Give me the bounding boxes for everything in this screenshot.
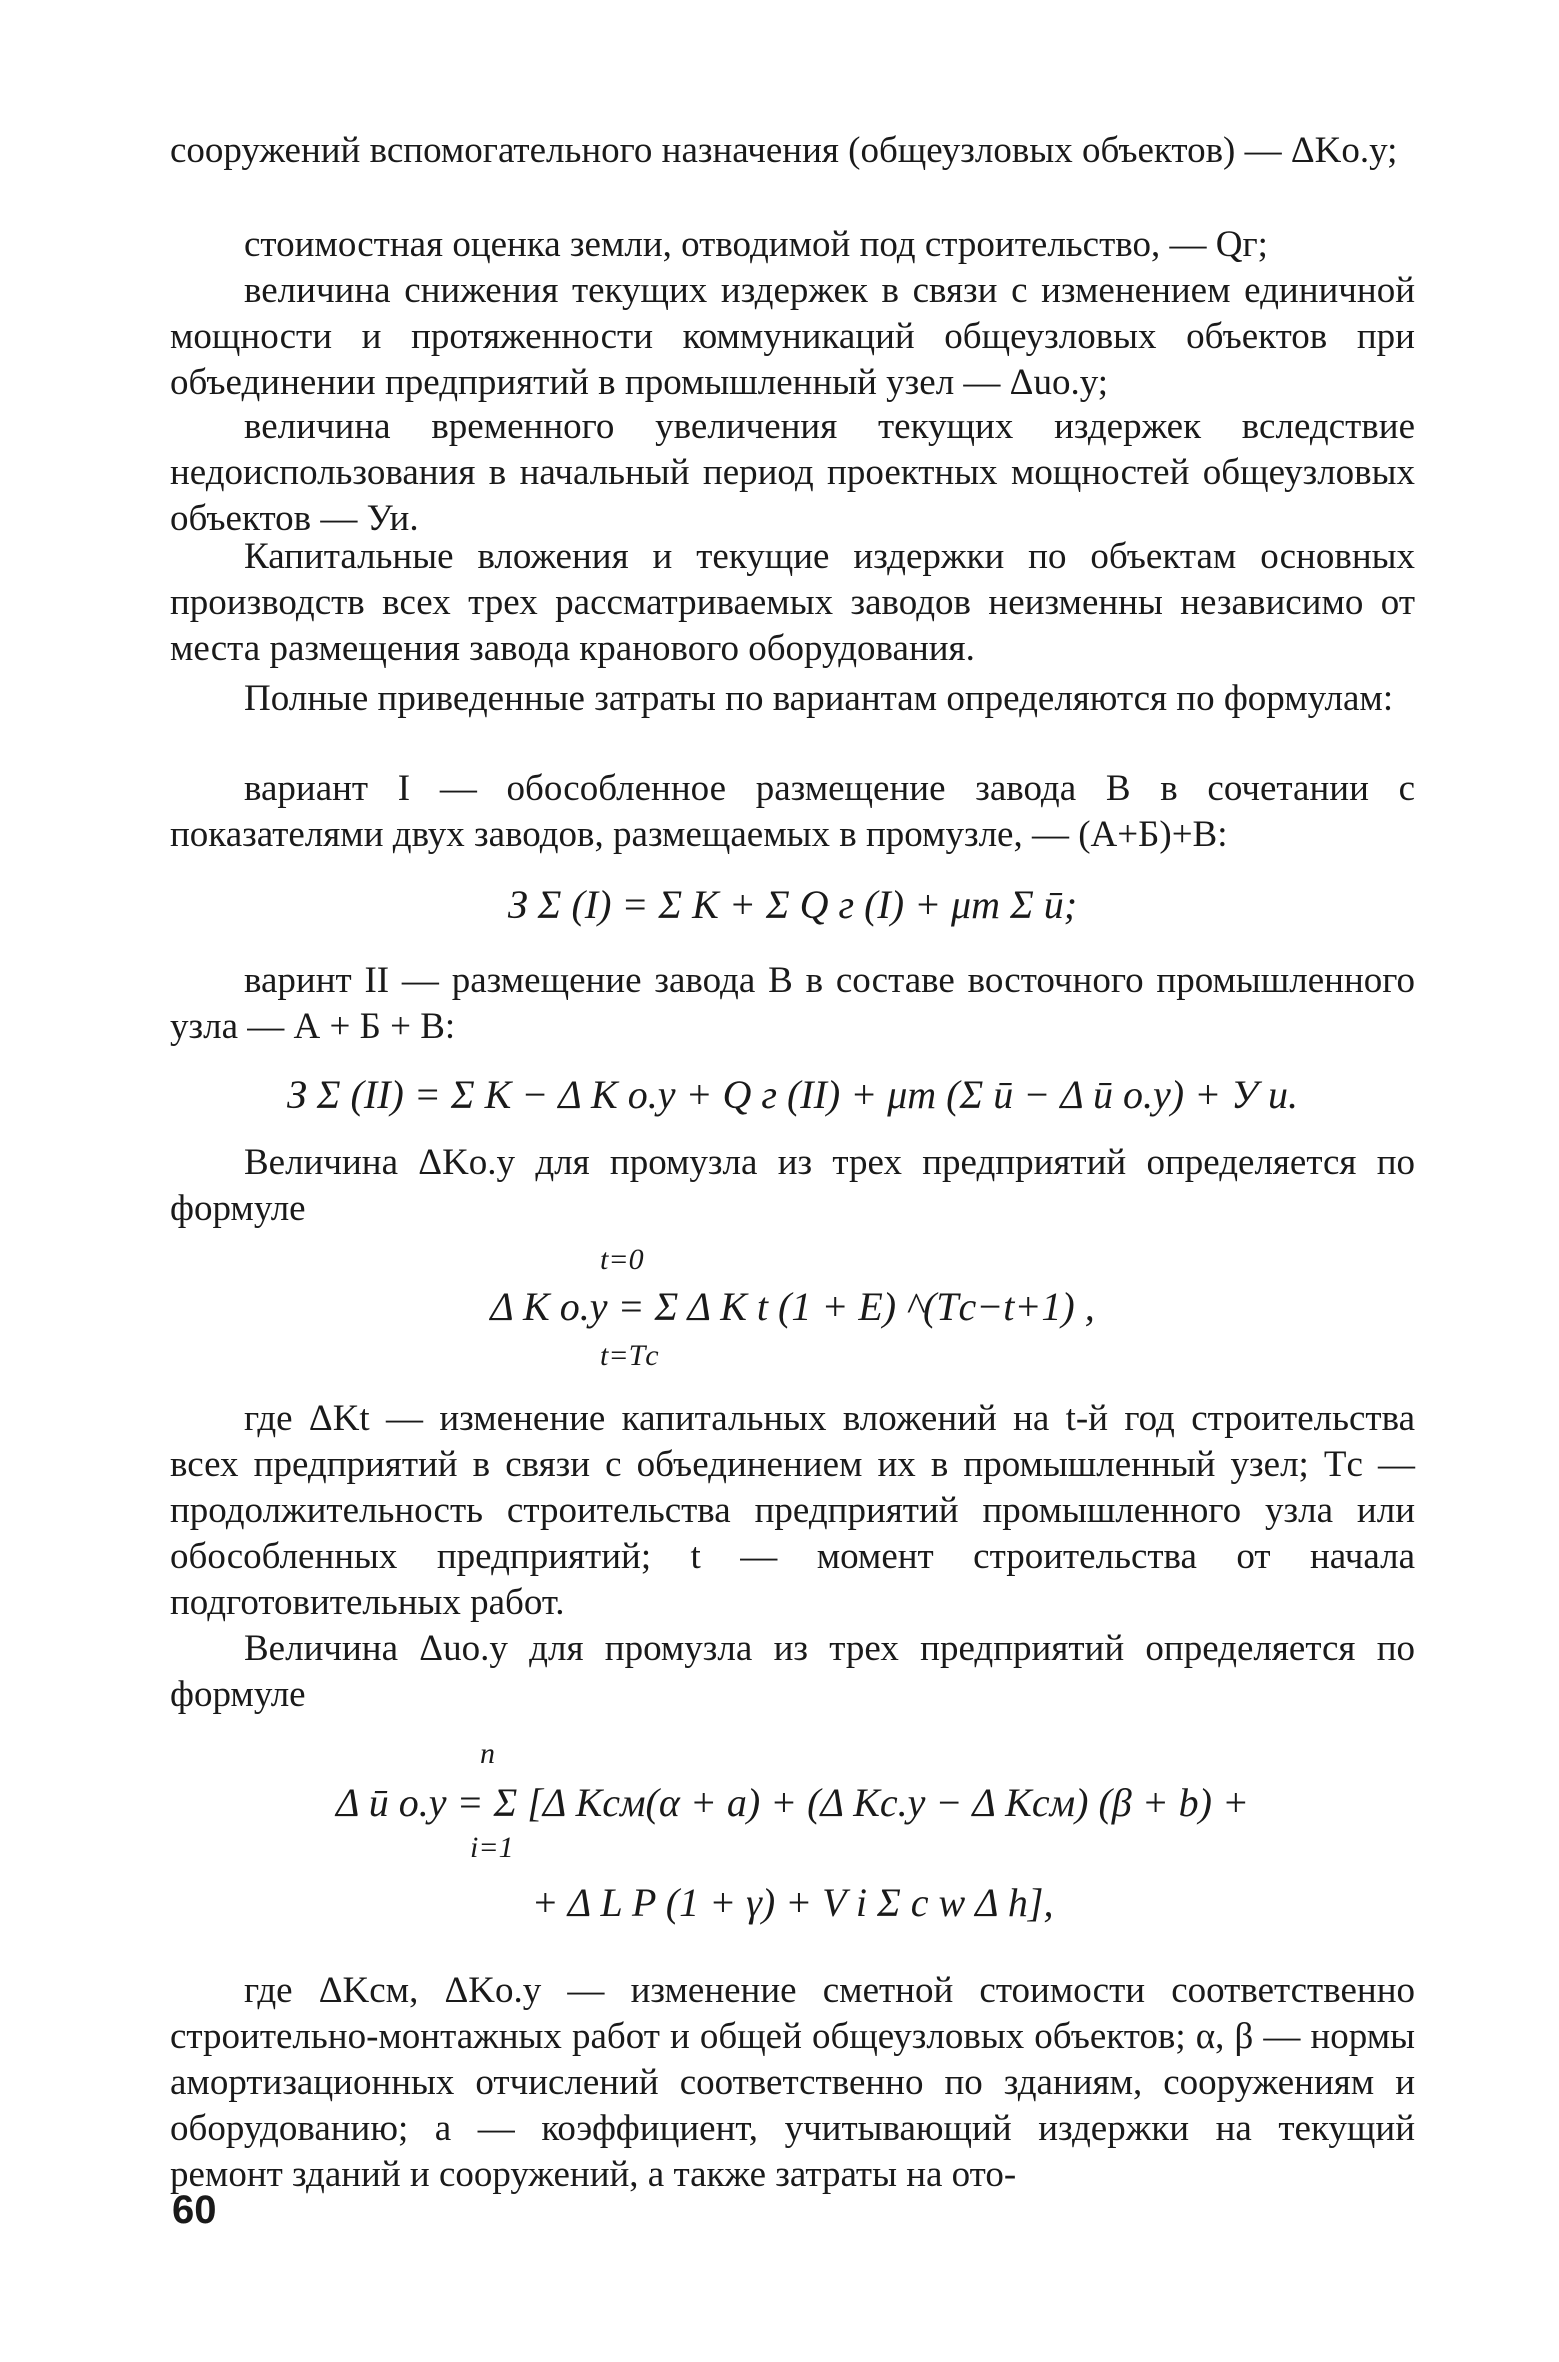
paragraph-4: величина временного увеличения текущих издержек вследствие недоиспользования в начальный период проектных мощностей общеузловых объектов — Уи. [170, 406, 1415, 539]
formula-variant-1: З Σ (I) = Σ K + Σ Q г (I) + μт Σ ū; [507, 882, 1078, 927]
paragraph-11: Величина Δuо.у для промузла из трех предприятий определяется по формуле [170, 1628, 1415, 1715]
formula-sum-upper-limit: t=0 [600, 1243, 644, 1276]
paragraph-3: величина снижения текущих издержек в связи с изменением единичной мощности и протяженности коммуникаций общеузловых объектов при объединении предприятий в промышленный узел — Δuо.у; [170, 270, 1415, 403]
formula-delta-u-line-2: + Δ L P (1 + γ) + V i Σ c w Δ h], [531, 1880, 1054, 1925]
paragraph-1: сооружений вспомогательного назначения (общеузловых объектов) — ΔKо.у; [170, 130, 1398, 171]
paragraph-2: стоимостная оценка земли, отводимой под строительство, — Qг; [244, 224, 1268, 265]
paragraph-12: где ΔKсм, ΔKо.у — изменение сметной стоимости соответственно строительно-монтажных работ и общей общеузловых объектов; α, β — нормы амортизационных отчислений соответственно по зданиям, сооружениям и оборудованию; a — коэффициент, учитывающий издержки на текущий ремонт зданий и сооружений, а также затраты на ото- [170, 1970, 1415, 2195]
page-number: 60 [172, 2188, 217, 2232]
paragraph-7: вариант I — обособленное размещение завода В в сочетании с показателями двух заводов, размещаемых в промузле, — (А+Б)+В: [170, 768, 1415, 855]
paragraph-6: Полные приведенные затраты по вариантам определяются по формулам: [244, 678, 1394, 719]
paragraph-9: Величина ΔKо.у для промузла из трех предприятий определяется по формуле [170, 1142, 1415, 1229]
paragraph-10: где ΔKt — изменение капитальных вложений на t-й год строительства всех предприятий в связи с объединением их в промышленный узел; Tс — продолжительность строительства предприятий промышленного узла или обособленных предприятий; t — момент строительства от начала подготовительных работ. [170, 1398, 1415, 1623]
formula-variant-2: З Σ (II) = Σ K − Δ K о.у + Q г (II) + μт (Σ ū − Δ ū о.у) + У и. [286, 1072, 1298, 1117]
formula-sum-lower-limit-i: i=1 [470, 1831, 514, 1864]
formula-delta-k: Δ K о.у = Σ Δ K t (1 + E) ^(Tс−t+1) , [490, 1284, 1095, 1329]
paragraph-8: варинт II — размещение завода В в составе восточного промышленного узла — А + Б + В: [170, 960, 1415, 1047]
formula-delta-u-line-1: Δ ū о.у = Σ [Δ Kсм(α + a) + (Δ Kс.у − Δ Kсм) (β + b) + [335, 1780, 1249, 1825]
formula-sum-lower-limit: t=Tс [600, 1339, 659, 1372]
formula-sum-upper-limit-n: n [480, 1737, 495, 1770]
paragraph-5: Капитальные вложения и текущие издержки по объектам основных производств всех трех рассматриваемых заводов неизменны независимо от места размещения завода кранового оборудования. [170, 536, 1415, 669]
